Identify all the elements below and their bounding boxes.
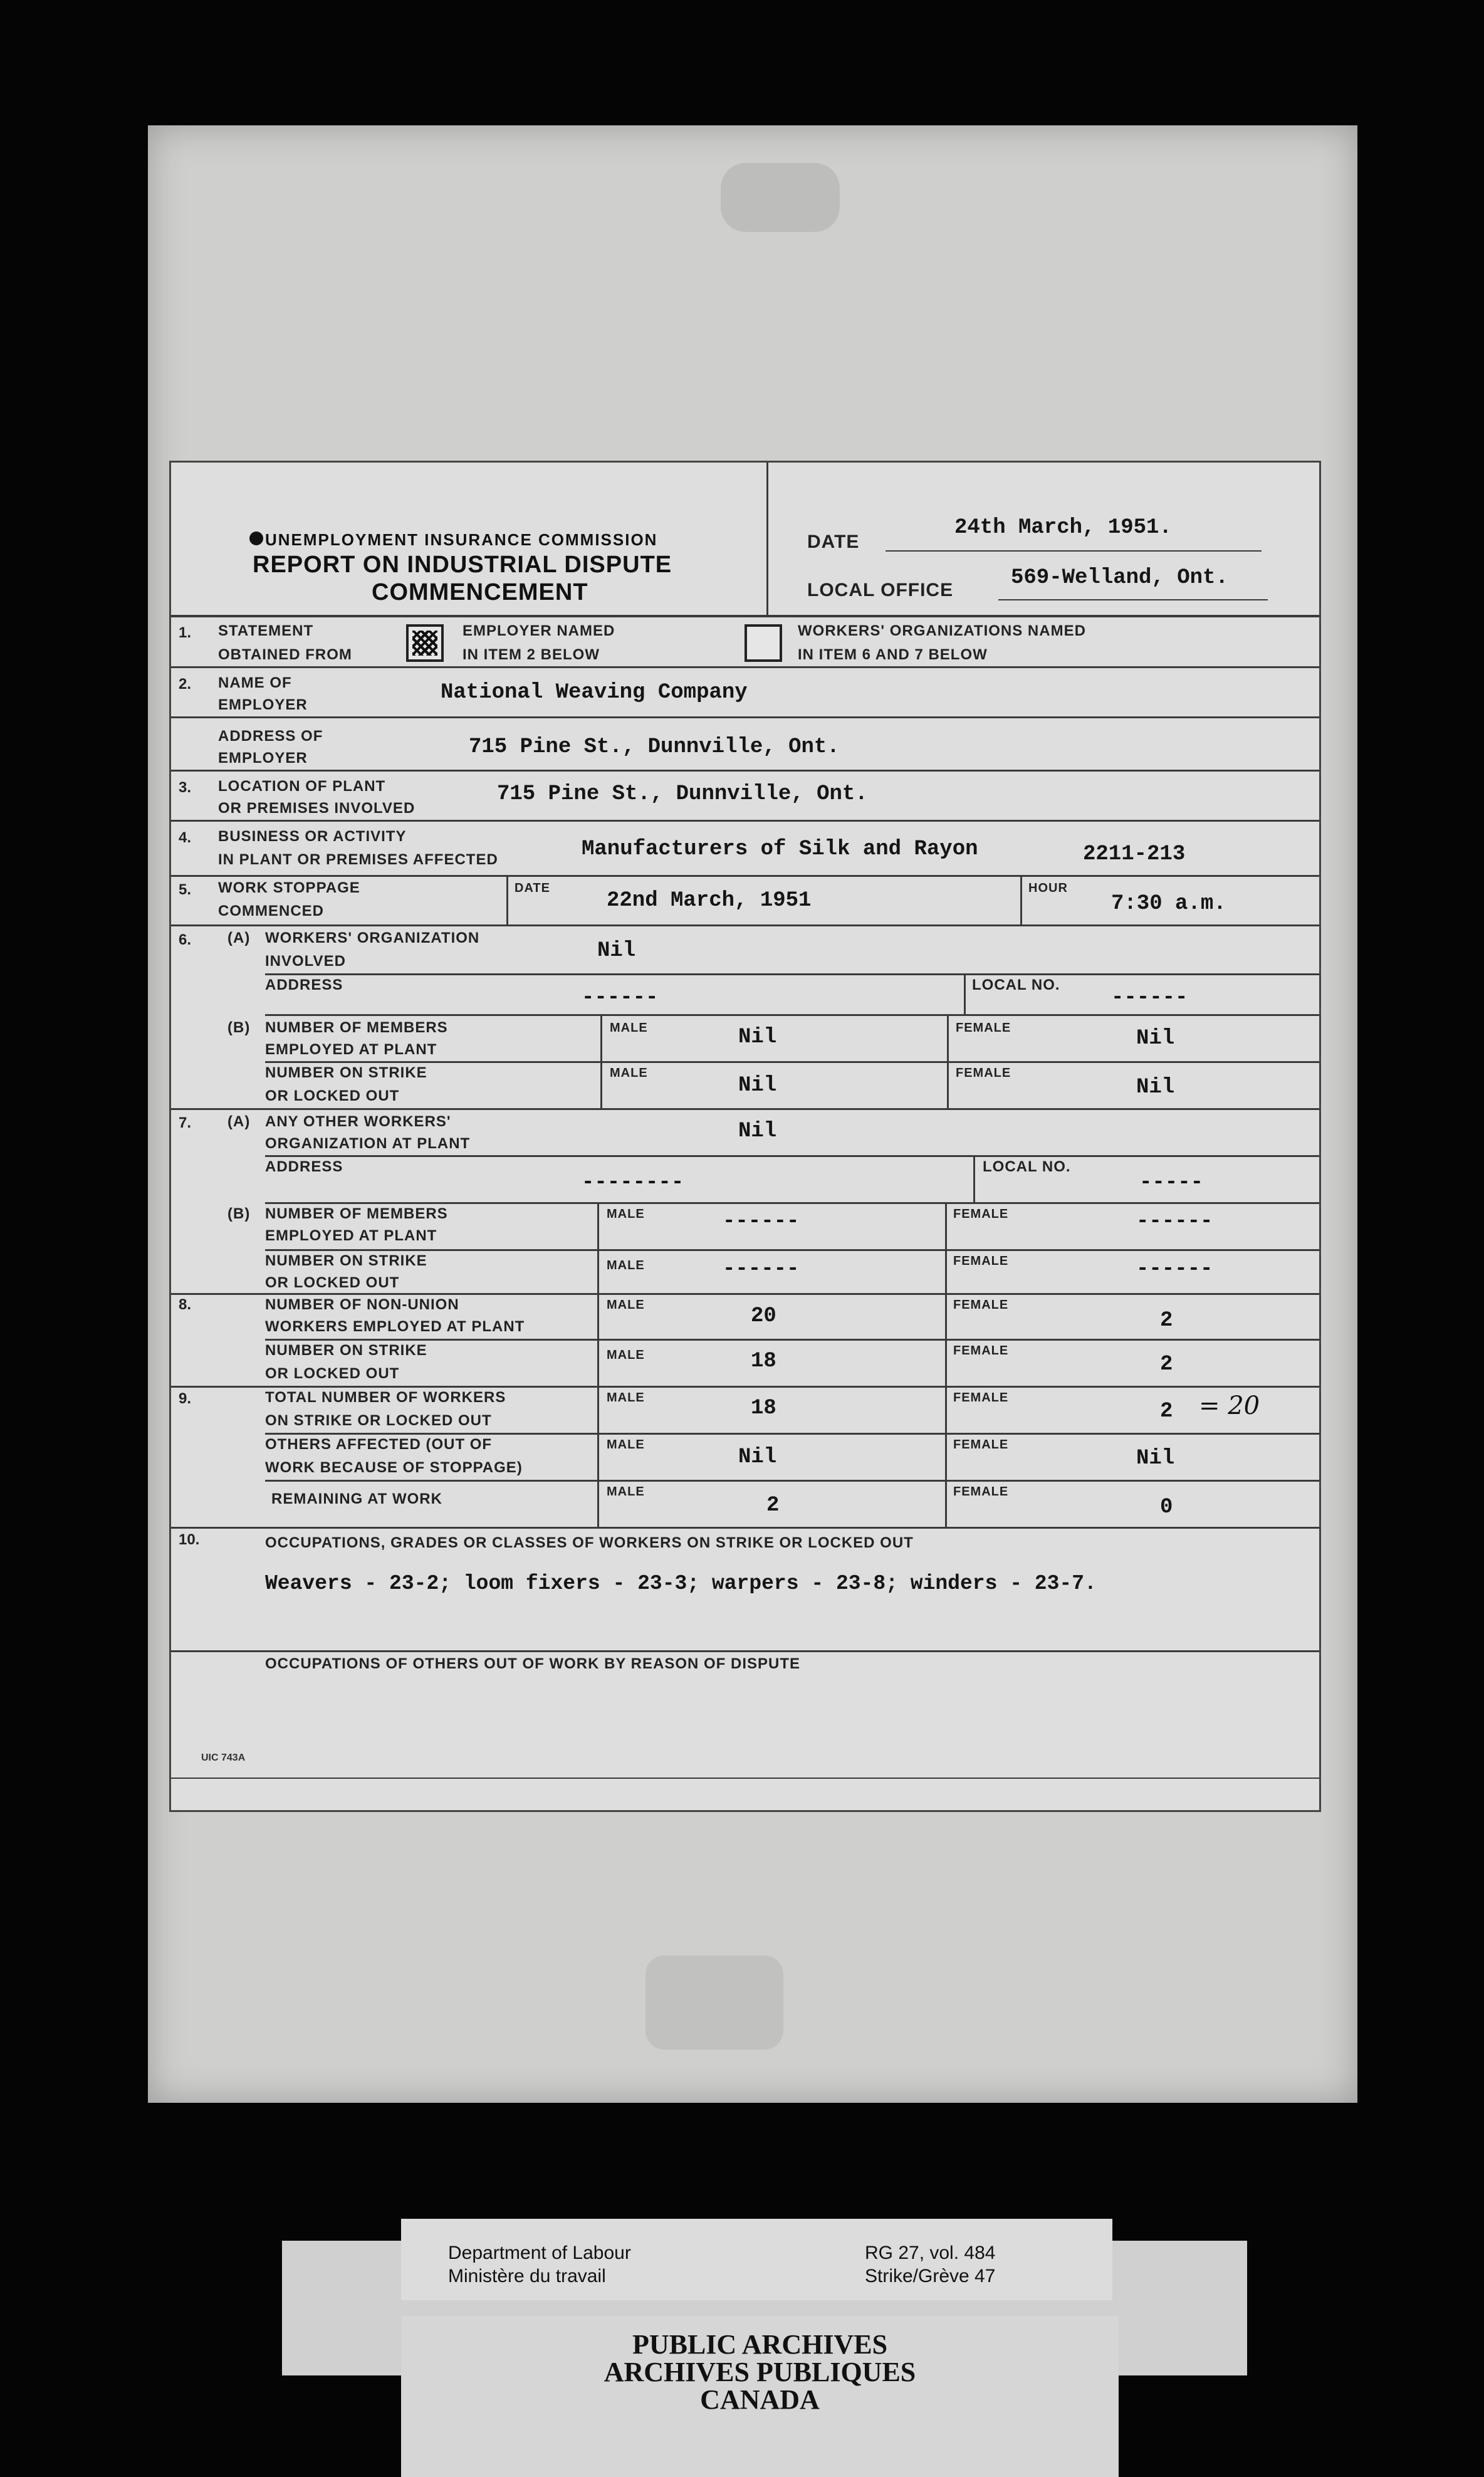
employer-address-value: 715 Pine St., Dunnville, Ont. xyxy=(469,735,840,759)
employer-option-label: EMPLOYER NAMED xyxy=(462,622,615,639)
female-label: FEMALE xyxy=(953,1344,1009,1358)
item-number: 8. xyxy=(179,1296,192,1313)
non-union-label: WORKERS EMPLOYED AT PLANT xyxy=(265,1318,525,1335)
form-title-line2: COMMENCEMENT xyxy=(372,579,588,605)
male-label: MALE xyxy=(607,1259,645,1272)
strike-female-value: 2 xyxy=(1160,1353,1173,1376)
male-label: MALE xyxy=(607,1348,645,1362)
non-union-label: NUMBER OF NON-UNION xyxy=(265,1296,459,1313)
commission-name: UNEMPLOYMENT INSURANCE COMMISSION xyxy=(265,530,658,549)
stoppage-label: WORK STOPPAGE xyxy=(218,879,360,896)
item-number: 3. xyxy=(179,779,192,796)
total-on-strike-label: ON STRIKE OR LOCKED OUT xyxy=(265,1412,492,1429)
male-label: MALE xyxy=(607,1391,645,1405)
stoppage-hour-value: 7:30 a.m. xyxy=(1111,892,1226,916)
item-number: 5. xyxy=(179,881,192,898)
strike-male-value: Nil xyxy=(738,1074,777,1097)
workers-org-label: WORKERS' ORGANIZATION xyxy=(265,930,480,946)
paper-stain xyxy=(645,1956,783,2050)
employer-address-label: ADDRESS OF xyxy=(218,728,323,745)
on-strike-label: NUMBER ON STRIKE xyxy=(265,1252,427,1269)
male-label: MALE xyxy=(607,1207,645,1221)
org-address-label: ADDRESS xyxy=(265,977,343,993)
workers-org-value: Nil xyxy=(597,939,636,963)
statement-label: STATEMENT xyxy=(218,622,314,639)
members-label: EMPLOYED AT PLANT xyxy=(265,1041,437,1058)
strike-number: Strike/Grève 47 xyxy=(865,2266,996,2286)
members-female-value: Nil xyxy=(1136,1027,1175,1050)
handwritten-total: = 20 xyxy=(1199,1391,1260,1420)
other-org-label: ANY OTHER WORKERS' xyxy=(265,1113,451,1130)
members-label: NUMBER OF MEMBERS xyxy=(265,1205,448,1222)
form-title-line1: REPORT ON INDUSTRIAL DISPUTE xyxy=(253,552,672,578)
stoppage-hour-label: HOUR xyxy=(1028,881,1068,895)
on-strike-label: NUMBER ON STRIKE xyxy=(265,1064,427,1081)
local-no-value: ------ xyxy=(1111,986,1188,1010)
strike-male-value: 18 xyxy=(751,1349,776,1373)
remaining-label: REMAINING AT WORK xyxy=(271,1490,442,1507)
female-label: FEMALE xyxy=(953,1391,1009,1405)
form-number: UIC 743A xyxy=(201,1752,246,1763)
org-address-value: ------ xyxy=(582,986,659,1010)
total-on-strike-label: TOTAL NUMBER OF WORKERS xyxy=(265,1389,506,1406)
item-number: 1. xyxy=(179,624,192,641)
local-no-label: LOCAL NO. xyxy=(983,1158,1071,1175)
male-label: MALE xyxy=(607,1298,645,1312)
stamp-line-english: PUBLIC ARCHIVES xyxy=(632,2329,888,2360)
dispute-report-form xyxy=(169,461,1321,1812)
others-affected-label: OTHERS AFFECTED (OUT OF xyxy=(265,1436,493,1453)
male-label: MALE xyxy=(610,1066,648,1080)
stoppage-label: COMMENCED xyxy=(218,903,324,919)
members-male-value: ------ xyxy=(723,1210,800,1233)
remaining-male-value: 2 xyxy=(766,1494,780,1517)
others-male-value: Nil xyxy=(738,1445,777,1469)
female-label: FEMALE xyxy=(953,1207,1009,1221)
plant-location-label: OR PREMISES INVOLVED xyxy=(218,800,415,817)
plant-location-label: LOCATION OF PLANT xyxy=(218,778,386,795)
others-occupations-label: OCCUPATIONS OF OTHERS OUT OF WORK BY REASON OF DISPUTE xyxy=(265,1655,801,1672)
on-strike-label: OR LOCKED OUT xyxy=(265,1274,400,1291)
male-label: MALE xyxy=(607,1485,645,1499)
members-label: EMPLOYED AT PLANT xyxy=(265,1227,437,1244)
members-female-value: ------ xyxy=(1136,1210,1213,1233)
org-address-value: -------- xyxy=(582,1171,684,1195)
total-male-value: 18 xyxy=(751,1396,776,1420)
total-female-value: 2 xyxy=(1160,1400,1173,1423)
employer-address-label: EMPLOYER xyxy=(218,750,308,767)
paper-stain xyxy=(721,163,840,232)
stamp-line-french: ARCHIVES PUBLIQUES xyxy=(604,2357,916,2387)
female-label: FEMALE xyxy=(956,1021,1011,1035)
workers-org-option-label: WORKERS' ORGANIZATIONS NAMED xyxy=(798,622,1086,639)
strike-male-value: ------ xyxy=(723,1257,800,1281)
employer-name-value: National Weaving Company xyxy=(441,681,748,704)
on-strike-label: OR LOCKED OUT xyxy=(265,1087,400,1104)
section-letter: (B) xyxy=(227,1205,251,1222)
female-label: FEMALE xyxy=(953,1485,1009,1499)
section-letter: (A) xyxy=(227,930,251,946)
on-strike-label: OR LOCKED OUT xyxy=(265,1365,400,1382)
other-org-label: ORGANIZATION AT PLANT xyxy=(265,1135,471,1152)
workers-org-label: INVOLVED xyxy=(265,953,346,970)
item-number: 4. xyxy=(179,829,192,846)
workers-org-checkbox[interactable] xyxy=(745,624,782,662)
item-number: 7. xyxy=(179,1114,192,1131)
non-union-female-value: 2 xyxy=(1160,1309,1173,1333)
stamp-line-country: CANADA xyxy=(700,2384,820,2415)
org-address-label: ADDRESS xyxy=(265,1158,343,1175)
remaining-female-value: 0 xyxy=(1160,1495,1173,1519)
local-office-label: LOCAL OFFICE xyxy=(807,580,954,600)
business-label: BUSINESS OR ACTIVITY xyxy=(218,828,407,845)
others-affected-label: WORK BECAUSE OF STOPPAGE) xyxy=(265,1459,523,1476)
employer-checkbox[interactable] xyxy=(406,624,444,662)
item-number: 6. xyxy=(179,931,192,948)
archives-stamp-label xyxy=(401,2316,1119,2477)
occupations-value: Weavers - 23-2; loom fixers - 23-3; warpers - 23-8; winders - 23-7. xyxy=(265,1572,1097,1595)
statement-label: OBTAINED FROM xyxy=(218,646,352,663)
item-number: 9. xyxy=(179,1390,192,1407)
female-label: FEMALE xyxy=(953,1298,1009,1312)
archive-reference-label xyxy=(401,2219,1112,2300)
section-letter: (A) xyxy=(227,1113,251,1130)
item-number: 2. xyxy=(179,676,192,693)
section-letter: (B) xyxy=(227,1019,251,1036)
on-strike-label: NUMBER ON STRIKE xyxy=(265,1342,427,1359)
plant-location-value: 715 Pine St., Dunnville, Ont. xyxy=(497,782,868,806)
item-number: 10. xyxy=(179,1531,200,1548)
employer-option-label: IN ITEM 2 BELOW xyxy=(462,646,600,663)
female-label: FEMALE xyxy=(956,1066,1011,1080)
department-french: Ministère du travail xyxy=(448,2266,606,2286)
business-label: IN PLANT OR PREMISES AFFECTED xyxy=(218,851,498,868)
local-no-label: LOCAL NO. xyxy=(972,977,1060,993)
employer-name-label: EMPLOYER xyxy=(218,696,308,713)
male-label: MALE xyxy=(610,1021,648,1035)
other-org-value: Nil xyxy=(738,1119,777,1143)
business-value: Manufacturers of Silk and Rayon xyxy=(582,837,978,861)
workers-org-option-label: IN ITEM 6 AND 7 BELOW xyxy=(798,646,988,663)
strike-female-value: ------ xyxy=(1136,1257,1213,1281)
punch-hole xyxy=(249,532,263,545)
members-male-value: Nil xyxy=(738,1025,777,1049)
non-union-male-value: 20 xyxy=(751,1304,776,1328)
occupations-label: OCCUPATIONS, GRADES OR CLASSES OF WORKERS ON STRIKE OR LOCKED OUT xyxy=(265,1534,914,1551)
local-no-value: ----- xyxy=(1139,1171,1204,1195)
female-label: FEMALE xyxy=(953,1254,1009,1268)
employer-name-label: NAME OF xyxy=(218,674,292,691)
report-date: 24th March, 1951. xyxy=(954,516,1172,540)
strike-female-value: Nil xyxy=(1136,1076,1175,1099)
members-label: NUMBER OF MEMBERS xyxy=(265,1019,448,1036)
male-label: MALE xyxy=(607,1438,645,1452)
industry-code: 2211-213 xyxy=(1083,842,1186,866)
local-office-value: 569-Welland, Ont. xyxy=(1011,566,1228,590)
stoppage-date-value: 22nd March, 1951 xyxy=(607,889,812,913)
female-label: FEMALE xyxy=(953,1438,1009,1452)
record-group-reference: RG 27, vol. 484 xyxy=(865,2243,996,2263)
stoppage-date-label: DATE xyxy=(515,881,550,895)
date-label: DATE xyxy=(807,532,860,552)
others-female-value: Nil xyxy=(1136,1447,1175,1470)
department-english: Department of Labour xyxy=(448,2243,631,2263)
